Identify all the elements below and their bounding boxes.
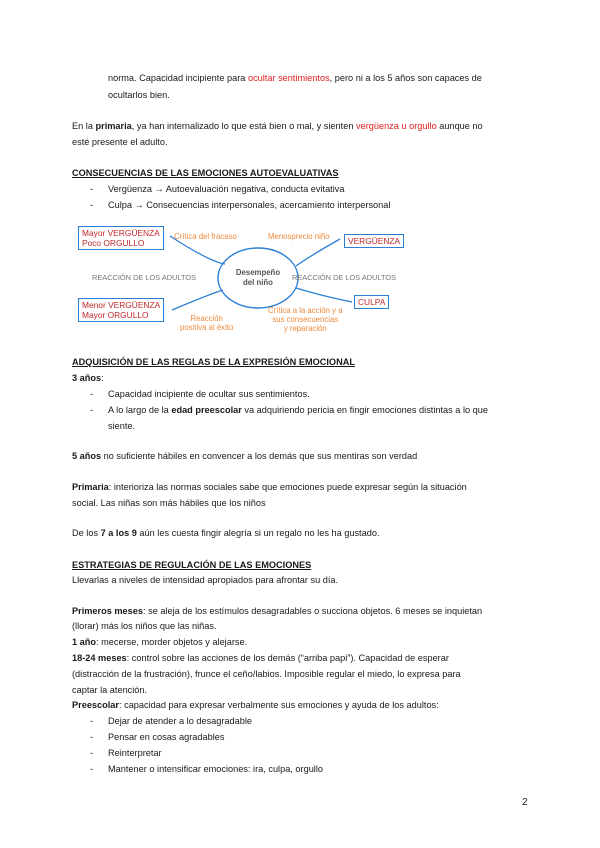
age5-paragraph: 5 años no suficiente hábiles en convencer a los demás que sus mentiras son verdad [72,451,418,461]
right-reaction-label: REACCIÓN DE LOS ADULTOS [292,273,397,282]
link-top-right [296,239,340,266]
bullet-dash: - [90,184,94,194]
bullet-dash: - [90,716,94,726]
heading-estrategias: ESTRATEGIAS DE REGULACIÓN DE LAS EMOCIONES [72,560,312,570]
label-critica-fracaso: Crítica del fracaso [174,232,237,241]
preescolar-paragraph: Preescolar: capacidad para expresar verbalmente sus emociones y ayuda de los adultos: [72,700,439,710]
link-bottom-left [172,290,223,310]
page-number: 2 [522,797,528,808]
bullet-reinterpretar: Reinterpretar [108,748,162,758]
intro-line1: norma. Capacidad incipiente para ocultar sentimientos, pero ni a los 5 años son capaces de [108,73,482,83]
bullet-preescolar: A lo largo de la edad preescolar va adquiriendo pericia en fingir emociones distintas a lo que [108,405,488,415]
primaria2-paragraph: Primaria: interioriza las normas sociales sabe que emociones puede expresar según la situación [72,482,467,492]
link-bottom-right [296,288,352,302]
estrategias-intro: Llevarlas a niveles de intensidad apropiados para afrontar su día. [72,575,339,585]
bullet-dash: - [90,200,94,210]
bullet-verguenza: Vergüenza → Autoevaluación negativa, conducta evitativa [108,184,345,194]
label-reaccion-positiva: Reacción positiva al éxito [180,314,234,332]
primaria-line2: esté presente el adulto. [72,137,168,147]
heading-consecuencias: CONSECUENCIAS DE LAS EMOCIONES AUTOEVALUATIVAS [72,168,339,178]
box-mayor-verguenza: Mayor VERGÜENZA Poco ORGULLO [78,226,164,250]
bullet-dejar-atender: Dejar de atender a lo desagradable [108,716,253,726]
box-culpa: CULPA [354,295,389,309]
intro-line2: ocultarlos bien. [108,90,170,100]
primaria2-line2: social. Las niñas son más hábiles que los niños [72,498,266,508]
box-verguenza: VERGÜENZA [344,234,404,248]
age3-label: 3 años: [72,373,104,383]
primeros-meses-line2: (llorar) más los niños que las niñas. [72,621,217,631]
bullet-mantener: Mantener o intensificar emociones: ira, culpa, orgullo [108,764,323,774]
bullet-dash: - [90,405,94,415]
bullet-culpa: Culpa → Consecuencias interpersonales, acercamiento interpersonal [108,200,391,210]
bullet-preescolar-line2: siente. [108,421,136,431]
primeros-meses-paragraph: Primeros meses: se aleja de los estímulos desagradables o succiona objetos. 6 meses se inquietan [72,606,483,616]
m18-line2: (distracción de la frustración), frunce el ceño/labios. Imposible regular el miedo, lo expresa para [72,669,461,679]
bullet-dash: - [90,748,94,758]
bullet-dash: - [90,764,94,774]
bullet-ocultar: Capacidad incipiente de ocultar sus sentimientos. [108,389,310,399]
left-reaction-label: REACCIÓN DE LOS ADULTOS [92,273,197,282]
label-critica-accion: Crítica a la acción y a sus consecuencias y reparación [268,306,343,333]
bullet-pensar: Pensar en cosas agradables [108,732,225,742]
bullet-dash: - [90,389,94,399]
center-label: Desempeño del niño [235,268,281,287]
age79-paragraph: De los 7 a los 9 aún les cuesta fingir alegría si un regalo no les ha gustado. [72,528,380,538]
box-menor-verguenza: Menor VERGÜENZA Mayor ORGULLO [78,298,164,322]
m18-line3: captar la atención. [72,685,148,695]
heading-adquisicion: ADQUISICIÓN DE LAS REGLAS DE LA EXPRESIÓN EMOCIONAL [72,357,355,367]
primaria-paragraph: En la primaria, ya han internalizado lo que está bien o mal, y sienten vergüenza u orgullo aunque no [72,121,483,131]
bullet-dash: - [90,732,94,742]
emotions-diagram [60,222,480,340]
highlight-ocultar: ocultar sentimientos [247,73,330,83]
one-year-paragraph: 1 año: mecerse, morder objetos y alejarse. [72,637,248,647]
m18-paragraph: 18-24 meses: control sobre las acciones de los demás (“arriba papi”). Capacidad de esperar [72,653,449,663]
label-menosprecio: Menosprecio niño [268,232,330,241]
